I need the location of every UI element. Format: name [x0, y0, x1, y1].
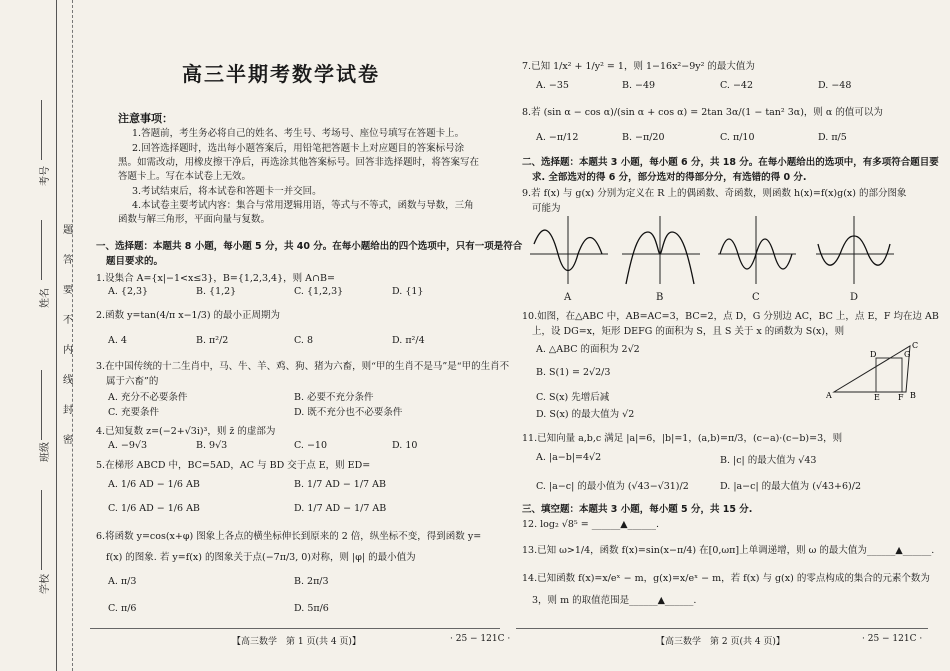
section-heading: 题目要求的。	[106, 256, 164, 267]
question-3: 3.在中国传统的十二生肖中，马、牛、羊、鸡、狗、猪为六畜，则“甲的生肖不是马”是“甲的生肖不	[96, 361, 510, 372]
option: C. 1/6 AD − 1/6 AB	[108, 503, 200, 514]
option: B. 9√3	[196, 440, 228, 451]
notice-char: 题	[63, 225, 73, 236]
option: D. −48	[818, 80, 852, 91]
notice-char: 要	[63, 285, 73, 296]
fill-line	[41, 100, 42, 160]
question-10-cont: 上，设 DG=x，矩形 DEFG 的面积为 S，且 S 关于 x 的函数为 S(x)，则	[532, 326, 845, 337]
option: C. −42	[720, 80, 754, 91]
graph-d	[814, 214, 896, 288]
label-name: 姓名	[40, 288, 51, 308]
fill-line	[41, 220, 42, 280]
question-6-cont: f(x) 的图象. 若 y=f(x) 的图象关于点(−7π/3, 0)对称，则 |φ| 的最小值为	[106, 552, 416, 563]
footer-page-1: 【高三数学 第 1 页(共 4 页)】	[232, 637, 361, 647]
option: D. S(x) 的最大值为 √2	[536, 409, 635, 420]
option: C. S(x) 先增后减	[536, 392, 610, 403]
option: C. 充要条件	[108, 407, 159, 418]
question-14-cont: 3，则 m 的取值范围是______▲______.	[532, 595, 697, 606]
footer-rule	[516, 628, 928, 629]
notice-line: 函数与解三角形，平面向量与复数。	[118, 214, 271, 225]
graph-label: B	[656, 292, 664, 303]
notice-heading: 注意事项：	[118, 112, 173, 125]
graph-c	[716, 214, 798, 288]
label-school: 学校	[40, 574, 51, 594]
question-13: 13.已知 ω>1/4，函数 f(x)=sin(x−π/4) 在[0,ωπ]上单调递增，则 ω 的最大值为______▲______.	[522, 545, 935, 556]
notice-line: 4.本试卷主要考试内容：集合与常用逻辑用语，等式与不等式，函数与导数，三角	[132, 200, 474, 211]
option: B. |c| 的最大值为 √43	[720, 455, 817, 466]
binding-strip	[0, 0, 82, 671]
section-heading: 一、选择题：本题共 8 小题，每小题 5 分，共 40 分。在每小题给出的四个选项中，只有一项是符合	[96, 241, 523, 252]
option: C. π/10	[720, 132, 755, 143]
figure-label-e: E	[874, 393, 880, 400]
question-8: 8.若 (sin α − cos α)/(sin α + cos α) = 2tan 3α/(1 − tan² 3α)，则 α 的值可以为	[522, 107, 883, 118]
option: D. 10	[392, 440, 418, 451]
question-5: 5.在梯形 ABCD 中，BC=5AD，AC 与 BD 交于点 E，则 ED=	[96, 460, 371, 471]
option: C. {1,2,3}	[294, 286, 344, 297]
option: A. |a−b|=4√2	[536, 452, 602, 463]
notice-char: 不	[63, 315, 73, 326]
section-heading: 二、选择题：本题共 3 小题，每小题 6 分，共 18 分。在每小题给出的选项中，有多项符合题目要	[522, 157, 939, 168]
graph-label: C	[752, 292, 760, 303]
notice-line: 答题卡上。写在本试卷上无效。	[118, 171, 252, 182]
graph-a	[528, 214, 610, 288]
fill-line	[41, 370, 42, 440]
question-9-cont: 可能为	[532, 203, 561, 214]
question-4: 4.已知复数 z=(−2+√3i)³，则 z̄ 的虚部为	[96, 426, 276, 437]
question-9: 9.若 f(x) 与 g(x) 分别为定义在 R 上的偶函数、奇函数，则函数 h(x)=f(x)g(x) 的部分图象	[522, 188, 907, 199]
option: C. |a−c| 的最小值为 (√43−√31)/2	[536, 481, 689, 492]
option: B. 2π/3	[294, 576, 329, 587]
option: C. −10	[294, 440, 328, 451]
section-heading: 求. 全部选对的得 6 分，部分选对的得部分分，有选错的得 0 分.	[532, 172, 807, 183]
option: A. {2,3}	[108, 286, 149, 297]
figure-label-a: A	[826, 391, 832, 400]
option: B. S(1) = 2√2/3	[536, 367, 611, 378]
option: D. π/5	[818, 132, 847, 143]
option: A. 1/6 AD − 1/6 AB	[108, 479, 200, 490]
option: A. −π/12	[536, 132, 579, 143]
option: A. 充分不必要条件	[108, 392, 188, 403]
figure-label-b: B	[910, 391, 916, 400]
option: D. 既不充分也不必要条件	[294, 407, 403, 418]
figure-label-d: D	[870, 350, 877, 359]
footer-rule	[90, 628, 500, 629]
option: D. 5π/6	[294, 603, 329, 614]
notice-line: 2.回答选择题时，选出每小题答案后，用铅笔把答题卡上对应题目的答案标号涂	[132, 143, 465, 154]
cut-line	[72, 0, 73, 671]
option: D. |a−c| 的最大值为 (√43+6)/2	[720, 481, 862, 492]
triangle-figure	[826, 340, 922, 400]
notice-char: 内	[63, 345, 73, 356]
notice-line: 黑。如需改动，用橡皮擦干净后，再选涂其他答案标号。回答非选择题时，将答案写在	[118, 157, 480, 168]
question-11: 11.已知向量 a,b,c 满足 |a|=6，|b|=1，(a,b)=π/3，(c−a)·(c−b)=3，则	[522, 433, 843, 444]
notice-char: 线	[63, 375, 73, 386]
question-10: 10.如图，在△ABC 中，AB=AC=3，BC=2，点 D，G 分别边 AC，BC 上，点 E，F 均在边 AB	[522, 311, 939, 322]
option: A. △ABC 的面积为 2√2	[536, 344, 640, 355]
exam-title: 高三半期考数学试卷	[182, 62, 380, 86]
graph-label: A	[564, 292, 572, 303]
option: A. 4	[108, 335, 127, 346]
option: C. π/6	[108, 603, 137, 614]
notice-char: 密	[63, 435, 73, 446]
notice-line: 3.考试结束后，将本试卷和答题卡一并交回。	[132, 186, 322, 197]
option: B. −49	[622, 80, 656, 91]
notice-char: 答	[63, 255, 73, 266]
section-heading: 三、填空题：本题共 3 小题，每小题 5 分，共 15 分.	[522, 504, 753, 515]
figure-label-c: C	[912, 341, 919, 350]
question-7: 7.已知 1/x² + 1/y² = 1，则 1−16x²−9y² 的最大值为	[522, 61, 755, 72]
question-12: 12. log₂ √8⁵ = ______▲______.	[522, 519, 660, 530]
notice-char: 封	[63, 405, 73, 416]
figure-label-g: G	[904, 350, 911, 359]
footer-code: · 25 − 121C ·	[862, 634, 923, 644]
footer-page-2: 【高三数学 第 2 页(共 4 页)】	[656, 637, 785, 647]
question-3-cont: 属于六畜”的	[106, 376, 159, 387]
label-exam-number: 考号	[40, 166, 51, 186]
graph-label: D	[850, 292, 859, 303]
option: D. 1/7 AD − 1/7 AB	[294, 503, 387, 514]
figure-label-f: F	[898, 393, 904, 400]
label-class: 班级	[40, 442, 51, 462]
option: B. {1,2}	[196, 286, 237, 297]
question-14: 14.已知函数 f(x)=x/eˣ − m，g(x)=x/eˣ − m，若 f(x) 与 g(x) 的零点构成的集合的元素个数为	[522, 573, 930, 584]
option: A. −9√3	[108, 440, 148, 451]
option: B. −π/20	[622, 132, 665, 143]
question-2: 2.函数 y=tan(4/π x−1/3) 的最小正周期为	[96, 310, 281, 321]
option: B. 1/7 AD − 1/7 AB	[294, 479, 386, 490]
option: D. {1}	[392, 286, 424, 297]
footer-code: · 25 − 121C ·	[450, 634, 511, 644]
question-1: 1.设集合 A={x|−1<x≤3}，B={1,2,3,4}，则 A∩B=	[96, 273, 335, 284]
option: D. π²/4	[392, 335, 425, 346]
binding-rule	[56, 0, 57, 671]
option: A. π/3	[108, 576, 137, 587]
option: B. 必要不充分条件	[294, 392, 374, 403]
question-6: 6.将函数 y=cos(x+φ) 图象上各点的横坐标伸长到原来的 2 倍，纵坐标不变，得到函数 y=	[96, 531, 482, 542]
graph-b	[620, 214, 702, 288]
option: A. −35	[536, 80, 569, 91]
fill-line	[41, 490, 42, 570]
notice-line: 1.答题前，考生务必将自己的姓名、考生号、考场号、座位号填写在答题卡上。	[132, 128, 465, 139]
option: C. 8	[294, 335, 314, 346]
option: B. π²/2	[196, 335, 229, 346]
